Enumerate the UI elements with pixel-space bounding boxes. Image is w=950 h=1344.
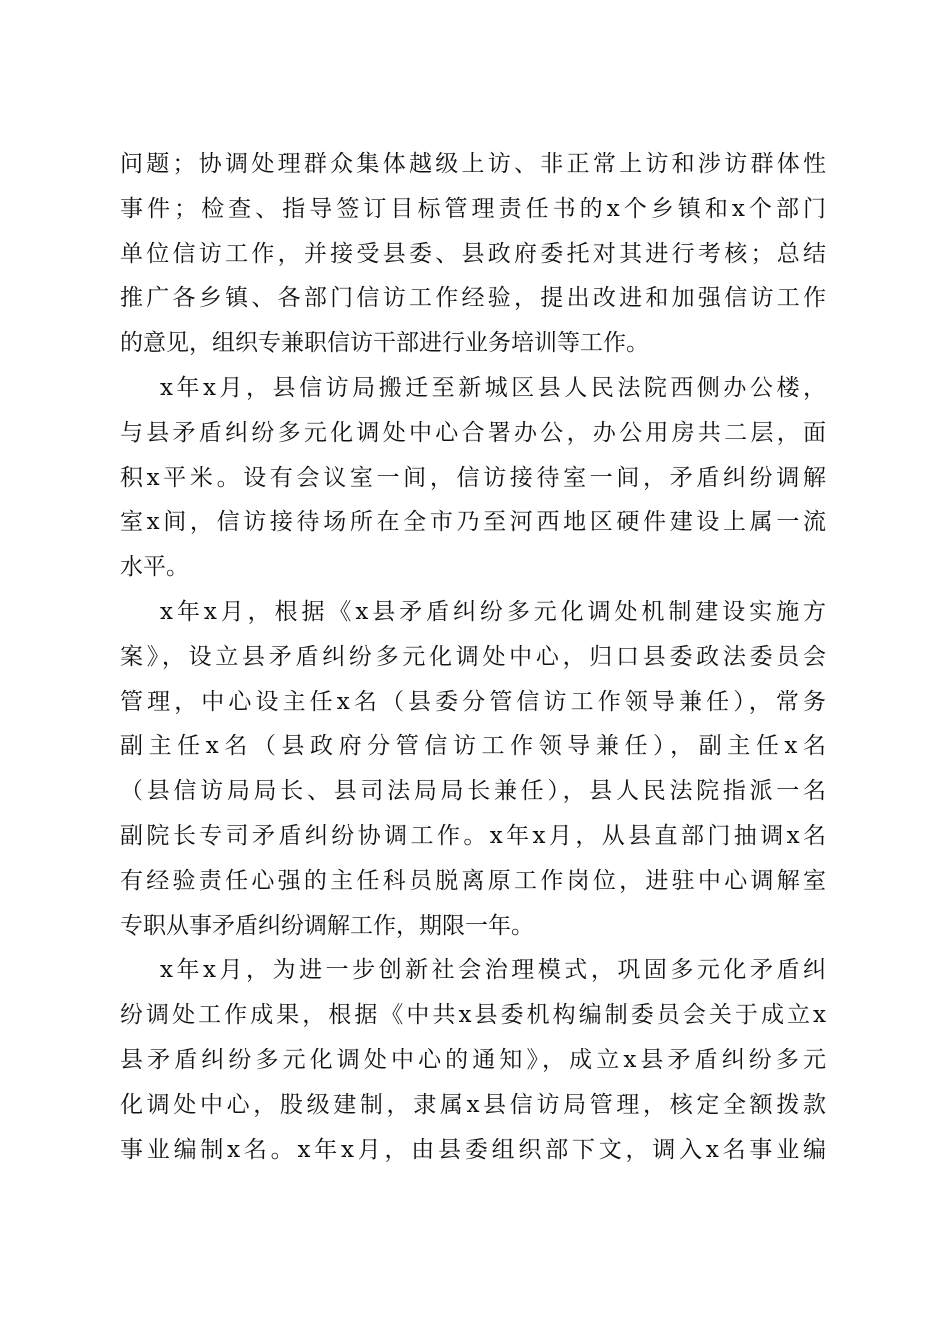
paragraph-4-line-5: 事业编制x名。x年x月，由县委组织部下文，调入x名事业编 bbox=[120, 1136, 826, 1163]
paragraph-2-line-5: 水平。 bbox=[120, 554, 189, 581]
paragraph-2-line-3: 积x平米。设有会议室一间，信访接待室一间，矛盾纠纷调解 bbox=[120, 464, 826, 491]
paragraph-4-line-3: 县矛盾纠纷多元化调处中心的通知》，成立x县矛盾纠纷多元 bbox=[120, 1046, 826, 1073]
paragraph-3-line-8: 专职从事矛盾纠纷调解工作，期限一年。 bbox=[120, 912, 534, 939]
paragraph-2-line-1: x年x月，县信访局搬迁至新城区县人民法院西侧办公楼， bbox=[160, 374, 826, 401]
document-body bbox=[120, 142, 826, 1172]
paragraph-4-line-1: x年x月，为进一步创新社会治理模式，巩固多元化矛盾纠 bbox=[160, 957, 826, 984]
paragraph-1-line-1: 问题；协调处理群众集体越级上访、非正常上访和涉访群体性 bbox=[120, 151, 826, 177]
paragraph-3-line-3: 管理，中心设主任x名（县委分管信访工作领导兼任），常务 bbox=[120, 688, 826, 715]
paragraph-3-line-2: 案》，设立县矛盾纠纷多元化调处中心，归口县委政法委员会 bbox=[120, 643, 826, 670]
paragraph-3-line-7: 有经验责任心强的主任科员脱离原工作岗位，进驻中心调解室 bbox=[120, 867, 826, 894]
paragraph-3-line-5: （县信访局局长、县司法局局长兼任），县人民法院指派一名 bbox=[120, 778, 826, 805]
paragraph-2-line-4: 室x间，信访接待场所在全市乃至河西地区硬件建设上属一流 bbox=[120, 509, 826, 536]
paragraph-3-line-1: x年x月，根据《x县矛盾纠纷多元化调处机制建设实施方 bbox=[160, 598, 826, 625]
paragraph-1-line-3: 单位信访工作，并接受县委、县政府委托对其进行考核；总结 bbox=[120, 240, 826, 267]
paragraph-4-line-4: 化调处中心，股级建制，隶属x县信访局管理，核定全额拨款 bbox=[120, 1091, 826, 1118]
paragraph-1-line-4: 推广各乡镇、各部门信访工作经验，提出改进和加强信访工作 bbox=[120, 285, 826, 312]
paragraph-2-line-2: 与县矛盾纠纷多元化调处中心合署办公，办公用房共二层，面 bbox=[120, 419, 826, 446]
paragraph-1-line-2: 事件；检查、指导签订目标管理责任书的x个乡镇和x个部门 bbox=[120, 195, 826, 222]
paragraph-3-line-6: 副院长专司矛盾纠纷协调工作。x年x月，从县直部门抽调x名 bbox=[120, 822, 826, 849]
paragraph-4-line-2: 纷调处工作成果，根据《中共x县委机构编制委员会关于成立x bbox=[120, 1002, 826, 1029]
paragraph-3-line-4: 副主任x名（县政府分管信访工作领导兼任），副主任x名 bbox=[120, 733, 826, 760]
paragraph-1-line-5: 的意见，组织专兼职信访干部进行业务培训等工作。 bbox=[120, 330, 649, 357]
